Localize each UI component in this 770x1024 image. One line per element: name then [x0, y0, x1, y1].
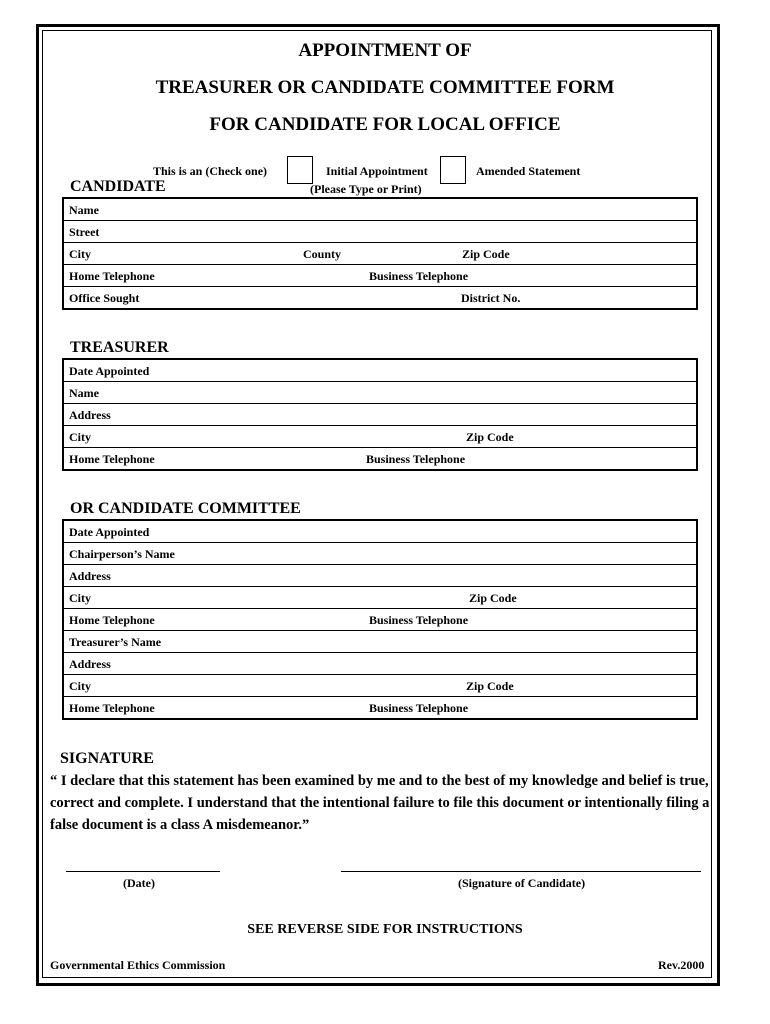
committee-treasurer-name-field[interactable]: [64, 631, 696, 653]
chair-address-field[interactable]: [64, 565, 696, 587]
field-label: City: [69, 430, 91, 444]
declaration-text: “ I declare that this statement has been examined by me and to the best of my knowledge and belief is true, correct and complete. I understand that the intentional failure to file this document or intentionally filing a false document is a class A misdemeanor.”: [50, 773, 710, 833]
amended-statement-label: Amended Statement: [476, 164, 581, 178]
type-or-print-note: (Please Type or Print): [310, 182, 422, 196]
treasurer-address-field[interactable]: [64, 404, 696, 426]
committee-treasurer-city-row[interactable]: [64, 675, 696, 697]
signature-line[interactable]: [341, 871, 701, 872]
candidate-name-field[interactable]: [64, 199, 696, 221]
form-title-line2: TREASURER OR CANDIDATE COMMITTEE FORM: [155, 77, 615, 98]
field-label: District No.: [461, 291, 521, 305]
field-label: City: [69, 679, 91, 693]
chair-city-row[interactable]: [64, 587, 696, 609]
field-label: Zip Code: [469, 591, 517, 605]
field-label: Home Telephone: [69, 701, 155, 715]
candidate-city-row[interactable]: [64, 243, 696, 265]
field-label: Address: [69, 408, 111, 422]
candidate-phone-row[interactable]: [64, 265, 696, 287]
candidate-office-row[interactable]: [64, 287, 696, 309]
field-label: Zip Code: [466, 430, 514, 444]
field-label: Business Telephone: [369, 269, 469, 283]
revision-label: Rev.2000: [658, 958, 705, 972]
check-prompt: This is an (Check one): [153, 164, 268, 178]
date-line[interactable]: [66, 871, 220, 872]
committee-treasurer-phone-row[interactable]: [64, 697, 696, 719]
treasurer-name-field[interactable]: [64, 382, 696, 404]
treasurer-table: [62, 358, 698, 471]
committee-date-field[interactable]: [64, 521, 696, 543]
field-label: Chairperson’s Name: [69, 547, 175, 561]
field-label: Business Telephone: [369, 613, 469, 627]
committee-treasurer-address-field[interactable]: [64, 653, 696, 675]
field-label: County: [303, 247, 342, 261]
field-label: Date Appointed: [69, 364, 150, 378]
field-label: Home Telephone: [69, 269, 155, 283]
signature-heading: SIGNATURE: [60, 750, 154, 767]
field-label: Office Sought: [69, 291, 140, 305]
field-label: City: [69, 247, 91, 261]
field-label: Home Telephone: [69, 613, 155, 627]
committee-table: [62, 519, 698, 720]
treasurer-city-row[interactable]: [64, 426, 696, 448]
agency-name: Governmental Ethics Commission: [50, 958, 226, 972]
form-title-line3: FOR CANDIDATE FOR LOCAL OFFICE: [209, 114, 561, 135]
field-label: Business Telephone: [369, 701, 469, 715]
date-label: (Date): [123, 876, 155, 890]
treasurer-date-field[interactable]: [64, 360, 696, 382]
field-label: Address: [69, 569, 111, 583]
committee-heading: OR CANDIDATE COMMITTEE: [70, 500, 301, 517]
field-label: Name: [69, 203, 99, 217]
treasurer-heading: TREASURER: [70, 339, 169, 356]
chair-phone-row[interactable]: [64, 609, 696, 631]
field-label: Treasurer’s Name: [69, 635, 162, 649]
candidate-heading: CANDIDATE: [70, 178, 166, 195]
treasurer-phone-row[interactable]: [64, 448, 696, 470]
field-label: Business Telephone: [366, 452, 466, 466]
field-label: Home Telephone: [69, 452, 155, 466]
instructions-note: SEE REVERSE SIDE FOR INSTRUCTIONS: [247, 922, 523, 937]
field-label: City: [69, 591, 91, 605]
field-label: Address: [69, 657, 111, 671]
candidate-street-field[interactable]: [64, 221, 696, 243]
signature-label: (Signature of Candidate): [458, 876, 586, 890]
form-title-line1: APPOINTMENT OF: [298, 40, 472, 61]
field-label: Name: [69, 386, 99, 400]
field-label: Date Appointed: [69, 525, 150, 539]
field-label: Zip Code: [462, 247, 510, 261]
candidate-table: [62, 197, 698, 310]
field-label: Zip Code: [466, 679, 514, 693]
field-label: Street: [69, 225, 100, 239]
initial-appointment-label: Initial Appointment: [326, 164, 428, 178]
initial-appointment-checkbox[interactable]: [287, 156, 313, 184]
amended-statement-checkbox[interactable]: [440, 156, 466, 184]
chairperson-name-field[interactable]: [64, 543, 696, 565]
